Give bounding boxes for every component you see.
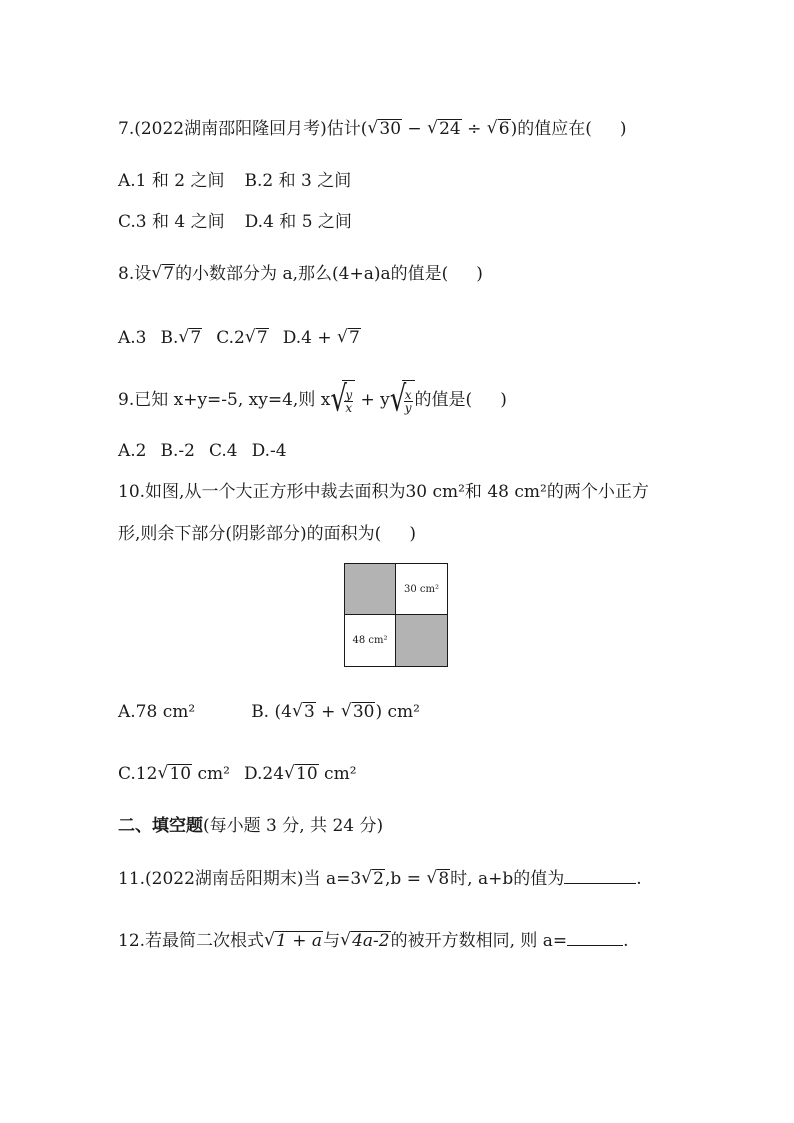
- question-9: [118, 380, 507, 421]
- square-figure: [344, 563, 448, 667]
- q10-line2-text: 形,则余下部分(阴影部分)的面积为(: [118, 524, 382, 544]
- question-10-line1: [118, 481, 649, 503]
- q9-option-d: D.-4: [251, 441, 287, 461]
- sqrt-7: √ 7: [151, 263, 175, 284]
- q9-option-a: A.2: [118, 441, 147, 461]
- q8-option-c: C.2 √ 7: [216, 327, 268, 348]
- q7-minus: −: [402, 119, 428, 139]
- q7-options-cd: [118, 211, 352, 233]
- label-48cm2: 48 cm²: [352, 635, 388, 646]
- sqrt-2: √ 2: [361, 868, 384, 889]
- q11-prefix: 11.(2022湖南岳阳期末)当 a=3: [118, 869, 362, 889]
- q7-option-a: A.1 和 2 之间: [118, 171, 225, 191]
- q10-paren: ): [409, 524, 416, 544]
- q10-option-d: D.24 √ 10 cm²: [243, 763, 357, 784]
- q9-options: [118, 440, 287, 462]
- q12-prefix: 12.若最简二次根式: [118, 931, 265, 951]
- sqrt-4a-minus-2: √ 4a-2: [340, 930, 390, 951]
- q10-option-b: B. (4 √ 3 + √ 30) cm²: [251, 701, 420, 722]
- q10-option-a: A.78 cm²: [118, 702, 196, 722]
- q8-option-b: B. √ 7: [160, 327, 202, 348]
- q7-option-c: C.3 和 4 之间: [118, 212, 225, 232]
- q8-options: [118, 327, 361, 349]
- q11-suffix: 时, a+b的值为: [450, 869, 565, 889]
- q9-paren: ): [500, 390, 507, 410]
- sqrt-30: √ 30: [367, 118, 402, 139]
- sqrt-1-plus-a: √ 1 + a: [264, 930, 323, 951]
- q9-option-b: B.-2: [160, 441, 195, 461]
- label-30cm2: 30 cm²: [404, 583, 439, 595]
- q8-paren: ): [476, 264, 483, 284]
- sqrt-x-over-y: √ $\frac{x}{y}$: [390, 380, 415, 421]
- q8-option-a: A.3: [118, 328, 147, 348]
- q7-paren: ): [619, 119, 627, 139]
- sqrt-24: √ 24: [427, 118, 461, 139]
- q7-option-d: D.4 和 5 之间: [244, 212, 352, 232]
- q8-suffix: 的小数部分为 a,那么(4+a)a的值是(: [175, 264, 449, 284]
- q12-mid: 与: [323, 931, 341, 951]
- q10-option-c: C.12 √ 10 cm²: [118, 763, 230, 784]
- shaded-bottom-right: [396, 615, 447, 666]
- section-2-title: 二、填空题: [118, 816, 203, 836]
- q9-prefix: 9.已知 x+y=-5, xy=4,则 x: [118, 390, 331, 410]
- question-7: [118, 118, 627, 140]
- shaded-top-left: [345, 564, 396, 615]
- q8-option-d: D.4 + √ 7: [282, 327, 360, 348]
- question-12: [118, 930, 629, 952]
- q10-options-cd: [118, 763, 357, 785]
- q7-option-b: B.2 和 3 之间: [244, 171, 352, 191]
- question-11: [118, 868, 642, 890]
- q8-prefix: 8.设: [118, 264, 152, 284]
- q7-suffix: )的值应在(: [510, 119, 592, 139]
- q7-options-ab: [118, 170, 351, 192]
- q11-end: .: [636, 869, 642, 889]
- q9-plus: + y: [355, 390, 390, 410]
- q7-div: ÷: [461, 119, 487, 139]
- q11-mid: ,b =: [385, 869, 427, 889]
- square-48: [345, 615, 396, 666]
- q12-suffix: 的被开方数相同, 则 a=: [390, 931, 568, 951]
- q10-line1-text: 10.如图,从一个大正方形中裁去面积为30 cm²和 48 cm²的两个小正方: [118, 482, 649, 502]
- question-10-line2: [118, 523, 416, 545]
- q12-end: .: [623, 931, 629, 951]
- q7-prefix: 7.(2022湖南邵阳隆回月考)估计(: [118, 119, 368, 139]
- sqrt-6: √ 6: [486, 118, 510, 139]
- section-2-note: (每小题 3 分, 共 24 分): [203, 816, 384, 836]
- question-8: [118, 263, 483, 285]
- square-30: [396, 564, 447, 615]
- q10-options-ab: [118, 701, 420, 723]
- section-2-heading: [118, 815, 383, 837]
- q9-option-c: C.4: [208, 441, 238, 461]
- answer-blank[interactable]: [564, 869, 636, 884]
- sqrt-8: √ 8: [426, 868, 450, 889]
- q9-suffix: 的值是(: [414, 390, 473, 410]
- sqrt-y-over-x: √ $\frac{y}{x}$: [330, 380, 355, 421]
- answer-blank[interactable]: [567, 931, 623, 946]
